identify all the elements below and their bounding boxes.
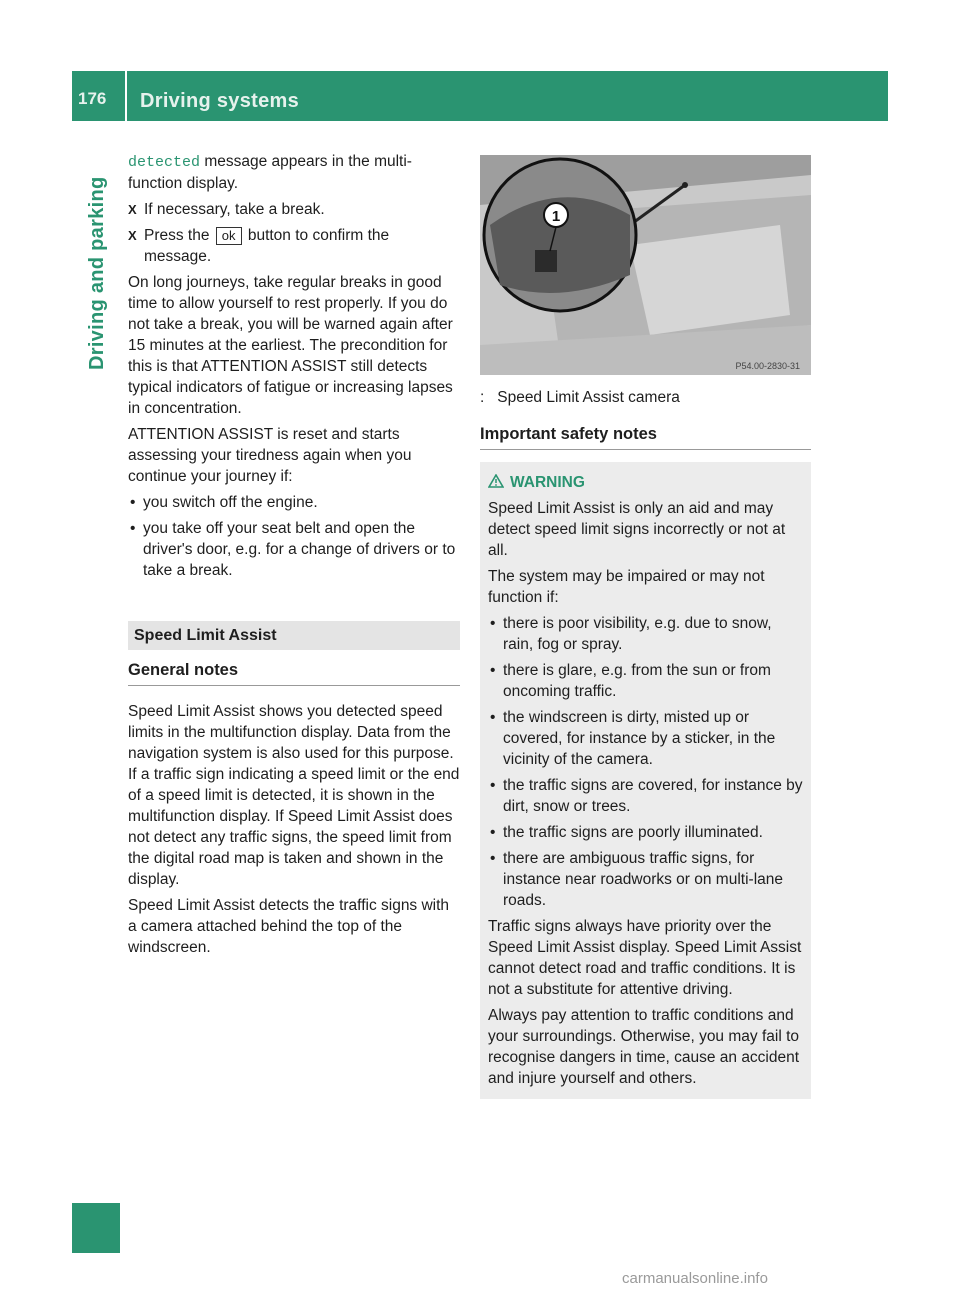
footer-url: carmanualsonline.info [622, 1270, 768, 1287]
camera-figure [480, 155, 811, 375]
list-item: • there is glare, e.g. from the sun or from oncoming traffic. [488, 660, 803, 702]
figure-code: P54.00-2830-31 [735, 361, 800, 371]
list-item: • the traffic signs are poorly illuminated. [488, 822, 803, 843]
body-paragraph: ATTENTION ASSIST is reset and starts assessing your tiredness again when you continue your journey if: [128, 426, 412, 485]
subheading-safety-notes: Important safety notes [480, 424, 811, 450]
list-item: • the traffic signs are covered, for instance by dirt, snow or trees. [488, 775, 803, 817]
list-item: • the windscreen is dirty, misted up or covered, for instance by a sticker, in the vicinity of the camera. [488, 707, 803, 770]
display-message-word: detected [128, 154, 201, 171]
body-paragraph: Speed Limit Assist detects the traffic signs with a camera attached behind the top of the windscreen. [128, 897, 450, 956]
body-paragraph: On long journeys, take regular breaks in good time to allow yourself to rest properly. If you do not take a break, you will be warned again after 15 minutes at the earliest. The precondition for this is that ATTENTION ASSIST still detects typical indicators of fatigue or increasing lapses in concentration. [128, 274, 453, 417]
right-column [480, 155, 811, 1099]
figure-callout-label: 1 [551, 208, 561, 225]
list-item: • there are ambiguous traffic signs, for instance near roadworks or on multi-lane roads. [488, 848, 803, 911]
step-take-break: X If necessary, take a break. [128, 199, 460, 220]
page-title: Driving systems [140, 90, 300, 112]
windscreen-camera-illustration [480, 155, 811, 375]
warning-paragraph: The system may be impaired or may not function if: [488, 568, 765, 606]
warning-icon [488, 474, 504, 488]
warning-paragraph: Speed Limit Assist is only an aid and may detect speed limit signs incorrectly or not at all. [488, 500, 786, 559]
side-tab-label: Driving and parking [86, 176, 108, 370]
subheading-general-notes: General notes [128, 660, 460, 686]
warning-title: WARNING [488, 472, 803, 493]
left-column [128, 151, 460, 963]
callout-marker: : [480, 389, 485, 406]
section-heading: Speed Limit Assist [128, 621, 460, 650]
step-confirm: X Press the ok button to confirm the message. [128, 225, 460, 267]
warning-paragraph: Always pay attention to traffic conditions and your surroundings. Otherwise, you may fail to recognise dangers in time, cause an accident and injure yourself and others. [488, 1007, 800, 1087]
ok-button-icon: ok [216, 227, 242, 245]
header-divider [125, 71, 127, 121]
list-item: • you switch off the engine. [128, 492, 460, 513]
body-paragraph: Speed Limit Assist shows you detected speed limits in the multifunction display. Data from the navigation system is also used for this purpose. If a traffic sign indicating a speed limit or the end of a speed limit is detected, it is shown in the multifunction display. If Speed Limit Assist does not detect any traffic signs, the speed limit from the digital road map is taken and shown in the display. [128, 703, 460, 888]
figure-caption: : Speed Limit Assist camera [480, 389, 680, 406]
intro-paragraph: detected message appears in the multi-function display. [128, 153, 412, 192]
list-item: • you take off your seat belt and open the driver's door, e.g. for a change of drivers or to take a break. [128, 518, 460, 581]
side-tab-marker [72, 1203, 120, 1253]
page-number: 176 [78, 89, 107, 108]
warning-box [480, 462, 811, 1099]
warning-paragraph: Traffic signs always have priority over the Speed Limit Assist display. Speed Limit Assist cannot detect road and traffic conditions. It is not a substitute for attentive driving. [488, 918, 802, 998]
list-item: • there is poor visibility, e.g. due to snow, rain, fog or spray. [488, 613, 803, 655]
